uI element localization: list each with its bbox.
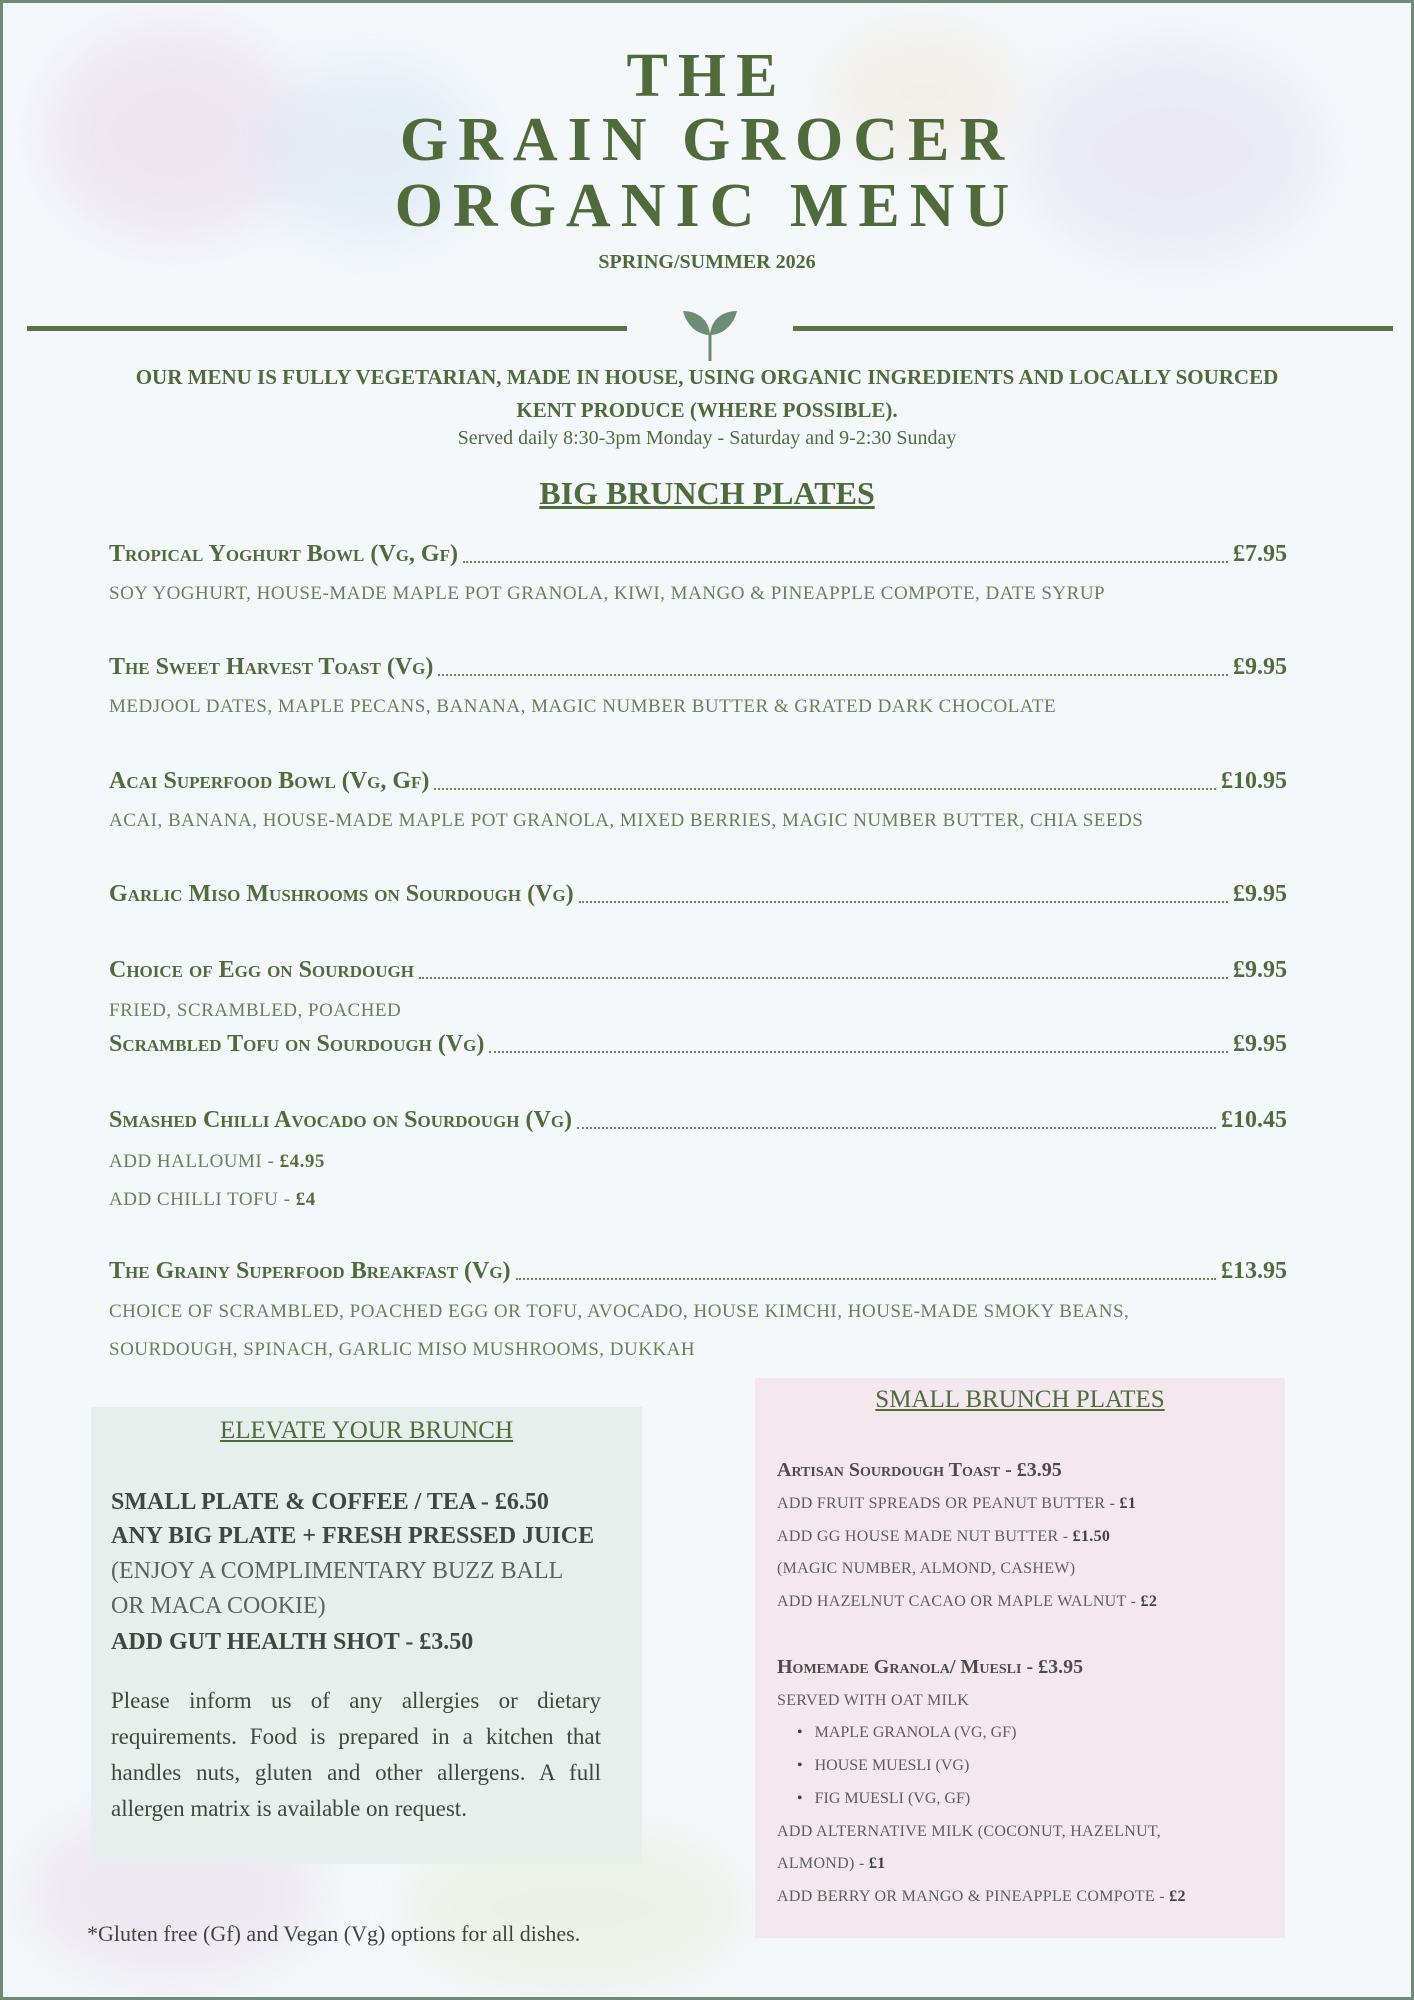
- item-name: The Grainy Superfood Breakfast (Vg): [109, 1258, 511, 1284]
- toast-addon: [777, 1495, 1136, 1513]
- item-name: Tropical Yoghurt Bowl (Vg, Gf): [109, 541, 458, 567]
- menu-statement: OUR MENU IS FULLY VEGETARIAN, MADE IN HOUSE, USING ORGANIC INGREDIENTS AND LOCALLY SOURCED KENT PRODUCE (WHERE POSSIBLE).: [135, 365, 1279, 422]
- toast-heading: Artisan Sourdough Toast - £3.95: [777, 1459, 1062, 1481]
- milk-addon: ADD ALTERNATIVE MILK (COCONUT, HAZELNUT,: [777, 1823, 1162, 1840]
- addon-price: £1: [868, 1855, 886, 1872]
- offer-small-plate-coffee: SMALL PLATE & COFFEE / TEA - £6.50: [111, 1489, 549, 1515]
- item-name: Choice of Egg on Sourdough: [109, 957, 414, 983]
- toast-addon: [777, 1593, 1157, 1611]
- dot-leader: [463, 561, 1228, 563]
- addon-price: £1.50: [1072, 1528, 1111, 1545]
- small-brunch-plates-panel: [755, 1378, 1285, 1938]
- item-price: £9.95: [1233, 654, 1287, 680]
- offer-gut-health-shot: ADD GUT HEALTH SHOT - £3.50: [111, 1629, 474, 1655]
- divider-right: [793, 326, 1393, 331]
- serving-hours: Served daily 8:30-3pm Monday - Saturday and 9-2:30 Sunday: [457, 427, 957, 449]
- item-price: £13.95: [1221, 1258, 1287, 1284]
- addon-price: £1: [1119, 1495, 1137, 1512]
- granola-option: • FIG MUESLI (VG, GF): [797, 1790, 970, 1808]
- addon-label: ADD FRUIT SPREADS OR PEANUT BUTTER -: [777, 1495, 1120, 1512]
- menu-item: [109, 881, 1287, 908]
- milk-addon: [777, 1855, 885, 1873]
- elevate-your-brunch-panel: [91, 1407, 642, 1864]
- addon-label: ADD BERRY OR MANGO & PINEAPPLE COMPOTE -: [777, 1888, 1170, 1905]
- granola-served: SERVED WITH OAT MILK: [777, 1692, 970, 1709]
- item-price: £10.95: [1221, 768, 1287, 794]
- item-price: £9.95: [1233, 881, 1287, 907]
- title-line-3: ORGANIC MENU: [394, 172, 1020, 240]
- divider-left: [27, 326, 627, 331]
- item-price: £9.95: [1233, 1031, 1287, 1057]
- granola-option: • HOUSE MUESLI (VG): [797, 1757, 969, 1775]
- dietary-footnote: *Gluten free (Gf) and Vegan (Vg) options for all dishes.: [87, 1921, 581, 1946]
- dot-leader: [438, 674, 1228, 676]
- item-addon: [109, 1189, 316, 1211]
- menu-item: [109, 541, 1287, 568]
- item-name: Scrambled Tofu on Sourdough (Vg): [109, 1031, 485, 1057]
- season-label: SPRING/SUMMER 2026: [598, 251, 816, 273]
- item-name: The Sweet Harvest Toast (Vg): [109, 654, 434, 680]
- title-line-2: GRAIN GROCER: [399, 106, 1015, 174]
- sprout-leaf-icon: [681, 303, 739, 363]
- menu-item: [109, 1107, 1287, 1134]
- menu-item: [109, 654, 1287, 681]
- dot-leader: [434, 788, 1216, 790]
- item-description: SOURDOUGH, SPINACH, GARLIC MISO MUSHROOMS, DUKKAH: [109, 1339, 696, 1360]
- offer-note: OR MACA COOKIE): [111, 1593, 326, 1619]
- addon-price: £2: [1140, 1593, 1158, 1610]
- item-name: Garlic Miso Mushrooms on Sourdough (Vg): [109, 881, 574, 907]
- addon-price: £2: [1169, 1888, 1186, 1905]
- item-description: CHOICE OF SCRAMBLED, POACHED EGG OR TOFU, AVOCADO, HOUSE KIMCHI, HOUSE-MADE SMOKY BEANS,: [109, 1301, 1130, 1322]
- granola-option: • MAPLE GRANOLA (VG, GF): [797, 1724, 1016, 1742]
- dot-leader: [516, 1278, 1216, 1280]
- allergy-notice: Please inform us of any allergies or dietary requirements. Food is prepared in a kitchen that handles nuts, gluten and other allergens. A full allergen matrix is available on request.: [111, 1688, 601, 1821]
- dot-leader: [579, 901, 1228, 903]
- menu-item: [109, 768, 1287, 795]
- item-name: Smashed Chilli Avocado on Sourdough (Vg): [109, 1107, 573, 1133]
- menu-item: [109, 1258, 1287, 1285]
- addon-label: ADD HALLOUMI -: [109, 1151, 280, 1172]
- item-description: ACAI, BANANA, HOUSE-MADE MAPLE POT GRANOLA, MIXED BERRIES, MAGIC NUMBER BUTTER, CHIA SEEDS: [109, 810, 1144, 831]
- item-description: SOY YOGHURT, HOUSE-MADE MAPLE POT GRANOLA, KIWI, MANGO & PINEAPPLE COMPOTE, DATE SYRUP: [109, 583, 1106, 604]
- offer-note: (ENJOY A COMPLIMENTARY BUZZ BALL: [111, 1558, 564, 1584]
- addon-price: £4.95: [279, 1151, 325, 1172]
- item-price: £9.95: [1233, 957, 1287, 983]
- offer-big-plate-juice: ANY BIG PLATE + FRESH PRESSED JUICE: [111, 1523, 595, 1549]
- item-description: FRIED, SCRAMBLED, POACHED: [109, 1000, 402, 1021]
- toast-addon: [777, 1528, 1110, 1546]
- item-price: £7.95: [1233, 541, 1287, 567]
- toast-addon-note: (MAGIC NUMBER, ALMOND, CASHEW): [777, 1560, 1076, 1577]
- compote-addon: [777, 1888, 1186, 1906]
- menu-item: [109, 1031, 1287, 1058]
- dot-leader: [419, 977, 1228, 979]
- big-brunch-title: BIG BRUNCH PLATES: [539, 475, 875, 511]
- addon-label: ALMOND) -: [777, 1855, 869, 1872]
- item-addon: [109, 1151, 325, 1173]
- addon-label: ADD HAZELNUT CACAO OR MAPLE WALNUT -: [777, 1593, 1141, 1610]
- dot-leader: [489, 1051, 1228, 1053]
- item-name: Acai Superfood Bowl (Vg, Gf): [109, 768, 430, 794]
- title-line-1: THE: [626, 42, 788, 110]
- addon-price: £4: [295, 1189, 316, 1210]
- granola-heading: Homemade Granola/ Muesli - £3.95: [777, 1656, 1084, 1678]
- dot-leader: [577, 1127, 1216, 1129]
- small-brunch-title: SMALL BRUNCH PLATES: [875, 1386, 1165, 1413]
- elevate-title: ELEVATE YOUR BRUNCH: [219, 1417, 514, 1444]
- item-price: £10.45: [1221, 1107, 1287, 1133]
- menu-item: [109, 957, 1287, 984]
- addon-label: ADD GG HOUSE MADE NUT BUTTER -: [777, 1528, 1073, 1545]
- addon-label: ADD CHILLI TOFU -: [109, 1189, 296, 1210]
- item-description: MEDJOOL DATES, MAPLE PECANS, BANANA, MAGIC NUMBER BUTTER & GRATED DARK CHOCOLATE: [109, 696, 1057, 717]
